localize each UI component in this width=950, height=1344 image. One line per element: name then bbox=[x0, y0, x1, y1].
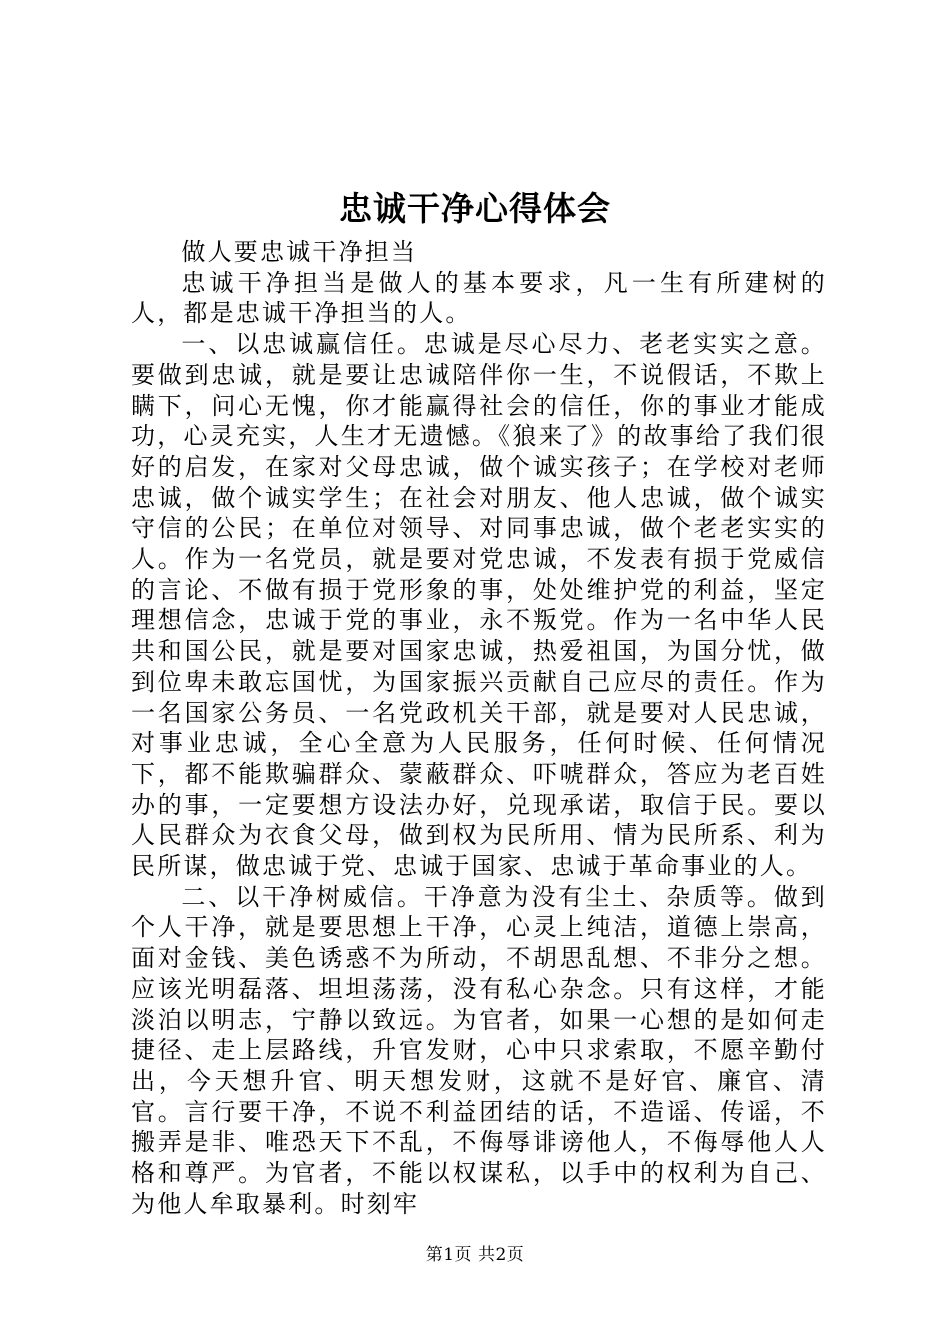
document-title: 忠诚干净心得体会 bbox=[339, 189, 611, 228]
intro-paragraph: 忠诚干净担当是做人的基本要求，凡一生有所建树的人，都是忠诚干净担当的人。 bbox=[131, 268, 827, 328]
page-number-footer: 第1页 共2页 bbox=[425, 1245, 525, 1265]
document-body bbox=[131, 237, 827, 1220]
section-two-paragraph: 二、以干净树威信。干净意为没有尘土、杂质等。做到个人干净，就是要思想上干净，心灵上纯洁，道德上崇高，面对金钱、美色诱惑不为所动，不胡思乱想、不非分之想。应该光明磊落、坦坦荡荡，没有私心杂念。只有这样，才能淡泊以明志，宁静以致远。为官者，如果一心想的是如何走捷径、走上层路线，升官发财，心中只求索取，不愿辛勤付出，今天想升官、明天想发财，这就不是好官、廉官、清官。言行要干净，不说不利益团结的话，不造谣、传谣，不搬弄是非、唯恐天下不乱，不侮辱诽谤他人，不侮辱他人人格和尊严。为官者，不能以权谋私，以手中的权利为自己、为他人牟取暴利。时刻牢 bbox=[131, 882, 827, 1218]
section-one-paragraph: 一、以忠诚赢信任。忠诚是尽心尽力、老老实实之意。要做到忠诚，就是要让忠诚陪伴你一生，不说假话，不欺上瞒下，问心无愧，你才能赢得社会的信任，你的事业才能成功，心灵充实，人生才无遗憾。《狼来了》的故事给了我们很好的启发，在家对父母忠诚，做个诚实孩子；在学校对老师忠诚，做个诚实学生；在社会对朋友、他人忠诚，做个诚实守信的公民；在单位对领导、对同事忠诚，做个老老实实的人。作为一名党员，就是要对党忠诚，不发表有损于党威信的言论、不做有损于党形象的事，处处维护党的利益，坚定理想信念，忠诚于党的事业，永不叛党。作为一名中华人民共和国公民，就是要对国家忠诚，热爱祖国，为国分忧，做到位卑未敢忘国忧，为国家振兴贡献自己应尽的责任。作为一名国家公务员、一名党政机关干部，就是要对人民忠诚，对事业忠诚，全心全意为人民服务，任何时候、任何情况下，都不能欺骗群众、蒙蔽群众、吓唬群众，答应为老百姓办的事，一定要想方设法办好，兑现承诺，取信于民。要以人民群众为衣食父母，做到权为民所用、情为民所系、利为民所谋，做忠诚于党、忠诚于国家、忠诚于革命事业的人。 bbox=[131, 330, 827, 881]
subtitle-paragraph: 做人要忠诚干净担当 bbox=[181, 238, 418, 266]
